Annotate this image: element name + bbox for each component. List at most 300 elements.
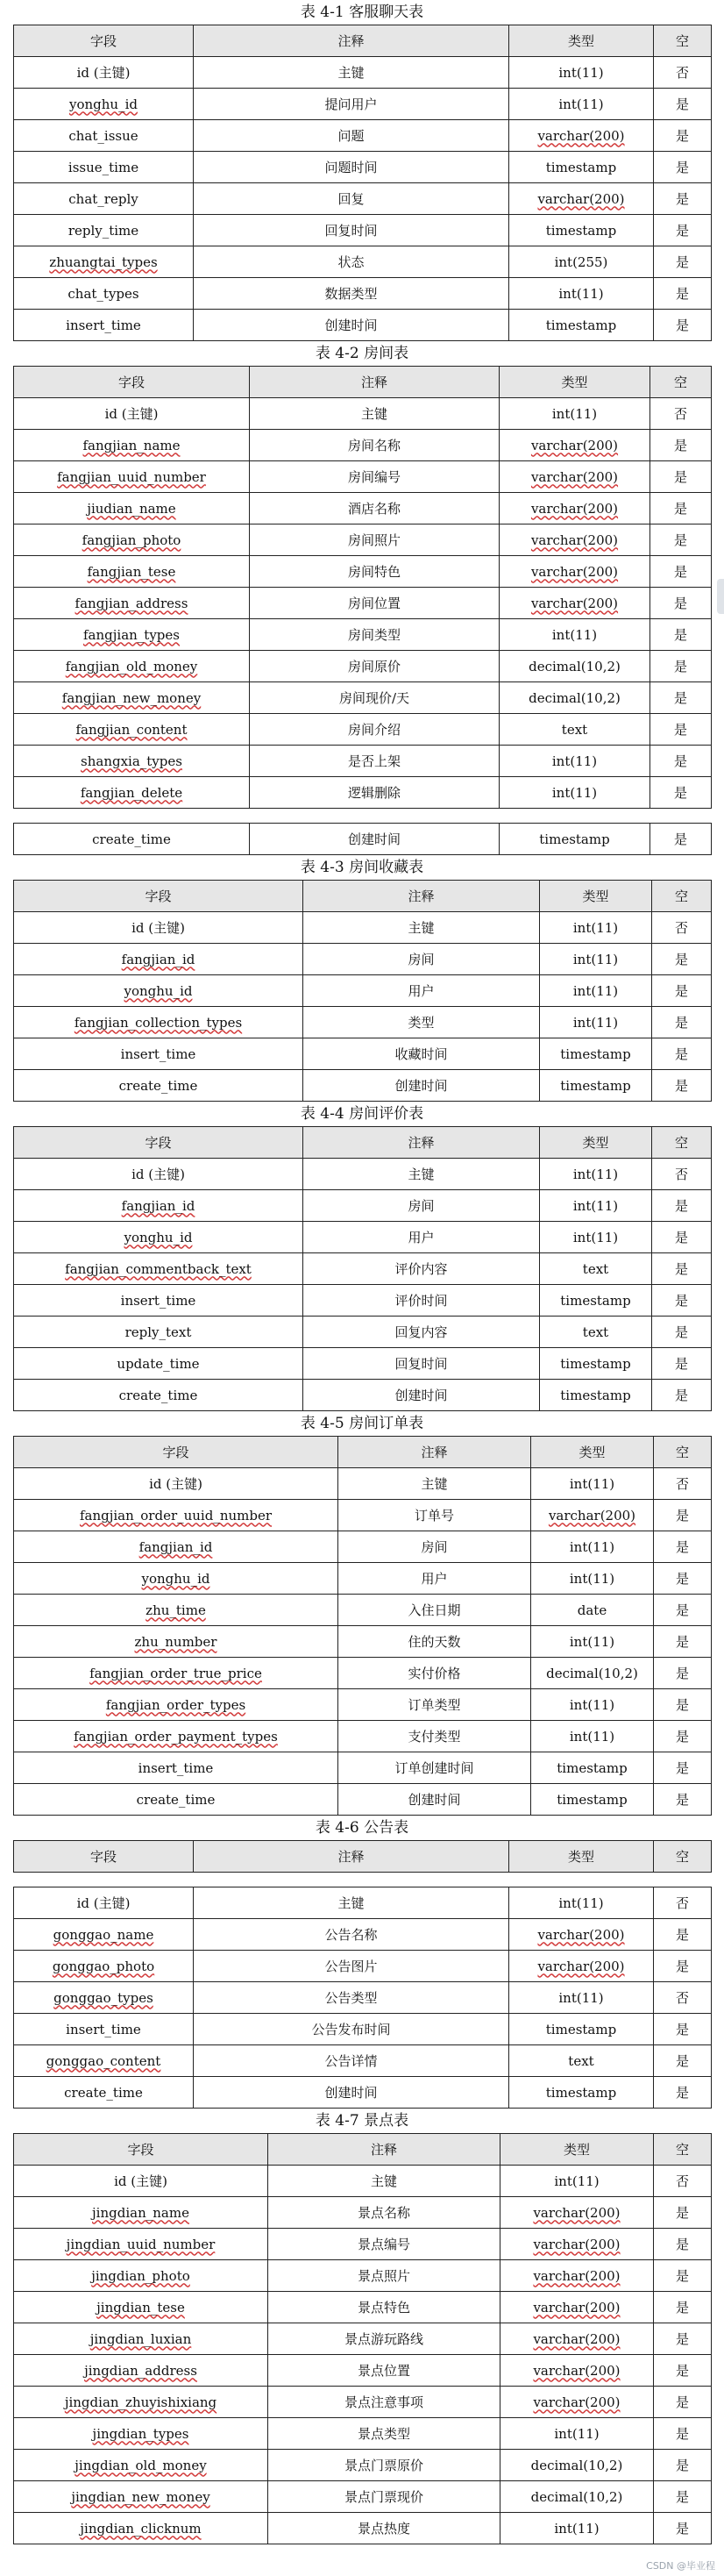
cell-type-text: varchar(200) bbox=[530, 532, 619, 548]
cell-comment bbox=[338, 1784, 531, 1816]
cell-type bbox=[509, 120, 654, 152]
cell-type bbox=[500, 430, 650, 461]
cell-nullable bbox=[652, 1222, 712, 1253]
cell-nullable-text: 是 bbox=[674, 1014, 688, 1031]
cell-type bbox=[509, 1887, 654, 1919]
cell-nullable bbox=[654, 246, 712, 278]
table-row bbox=[14, 1038, 712, 1070]
cell-field-text: zhuangtai_types bbox=[49, 253, 158, 270]
cell-comment bbox=[194, 310, 509, 341]
cell-field-text: yonghu_id bbox=[124, 1229, 193, 1245]
cell-field bbox=[14, 1887, 194, 1919]
cell-field-text: id (主键) bbox=[131, 1166, 185, 1182]
cell-comment bbox=[303, 975, 540, 1007]
cell-comment-text: 主键 bbox=[421, 1475, 448, 1492]
cell-field-text: insert_time bbox=[138, 1759, 214, 1776]
table-row bbox=[14, 1380, 712, 1411]
cell-field-text: chat_issue bbox=[68, 127, 138, 144]
cell-type-text: decimal(10,2) bbox=[546, 1665, 638, 1681]
cell-comment bbox=[268, 2166, 500, 2197]
cell-field bbox=[14, 1380, 303, 1411]
cell-nullable-text: 是 bbox=[675, 190, 689, 207]
cell-comment-text: 房间名称 bbox=[347, 437, 401, 453]
cell-field bbox=[14, 1626, 338, 1658]
cell-type-text: int(11) bbox=[551, 784, 598, 801]
cell-comment bbox=[268, 2260, 500, 2292]
cell-comment-text: 公告名称 bbox=[324, 1926, 378, 1943]
cell-nullable bbox=[652, 1253, 712, 1285]
cell-type-text: int(11) bbox=[554, 2520, 600, 2537]
table-row bbox=[14, 1159, 712, 1190]
cell-type-text: timestamp bbox=[545, 222, 617, 239]
cell-comment bbox=[303, 1380, 540, 1411]
cell-nullable-text: 是 bbox=[673, 753, 687, 769]
cell-field bbox=[14, 912, 303, 944]
cell-type bbox=[500, 714, 650, 746]
cell-type bbox=[540, 1222, 652, 1253]
cell-field-text: fangjian_old_money bbox=[65, 658, 198, 674]
cell-field-text: fangjian_order_payment_types bbox=[74, 1728, 278, 1745]
cell-type-text: int(255) bbox=[554, 253, 608, 270]
cell-comment bbox=[194, 278, 509, 310]
cell-nullable bbox=[652, 1348, 712, 1380]
cell-type bbox=[531, 1752, 654, 1784]
cell-type bbox=[500, 2513, 654, 2544]
cell-nullable-text: 是 bbox=[675, 222, 689, 239]
cell-comment bbox=[338, 1563, 531, 1595]
cell-comment bbox=[194, 152, 509, 183]
cell-nullable bbox=[654, 1721, 712, 1752]
header-nullable: 空 bbox=[654, 25, 712, 57]
cell-nullable bbox=[654, 2450, 712, 2481]
cell-comment bbox=[194, 246, 509, 278]
cell-nullable-text: 是 bbox=[675, 1665, 689, 1681]
table-row bbox=[14, 1500, 712, 1531]
cell-comment-text: 房间特色 bbox=[347, 563, 401, 580]
table-row bbox=[14, 1190, 712, 1222]
cell-nullable-text: 是 bbox=[673, 689, 687, 706]
cell-nullable bbox=[654, 1919, 712, 1951]
table-jingdian bbox=[13, 2133, 712, 2544]
cell-nullable-text: 是 bbox=[675, 127, 689, 144]
cell-field bbox=[14, 1190, 303, 1222]
cell-comment bbox=[268, 2229, 500, 2260]
cell-field-text: jingdian_clicknum bbox=[80, 2520, 202, 2537]
cell-type-text: int(11) bbox=[569, 1696, 615, 1713]
cell-comment-text: 订单号 bbox=[414, 1507, 454, 1523]
cell-type-text: int(11) bbox=[551, 626, 598, 643]
header-type: 类型 bbox=[531, 1437, 654, 1468]
cell-nullable bbox=[654, 152, 712, 183]
table-row bbox=[14, 398, 712, 430]
cell-type bbox=[500, 619, 650, 651]
cell-field bbox=[14, 2229, 268, 2260]
table-row bbox=[14, 556, 712, 588]
cell-type bbox=[500, 556, 650, 588]
cell-type bbox=[500, 682, 650, 714]
cell-type-text: int(11) bbox=[572, 919, 619, 936]
cell-comment-text: 公告图片 bbox=[324, 1958, 378, 1974]
header-nullable: 空 bbox=[654, 2134, 712, 2166]
cell-nullable bbox=[654, 1689, 712, 1721]
cell-nullable-text: 是 bbox=[673, 626, 687, 643]
cell-field-text: yonghu_id bbox=[124, 982, 193, 999]
cell-nullable bbox=[652, 1317, 712, 1348]
header-field: 字段 bbox=[14, 25, 194, 57]
cell-nullable bbox=[650, 714, 712, 746]
cell-comment-text: 景点游玩路线 bbox=[344, 2330, 423, 2347]
cell-field-text: insert_time bbox=[66, 317, 141, 333]
table-gonggao-header bbox=[13, 1840, 712, 1873]
cell-type-text: int(11) bbox=[572, 1197, 619, 1214]
cell-type bbox=[500, 2197, 654, 2229]
cell-comment-text: 房间照片 bbox=[347, 532, 401, 548]
cell-nullable-text: 否 bbox=[674, 919, 688, 936]
header-comment: 注释 bbox=[194, 1841, 509, 1873]
cell-type-text: int(11) bbox=[558, 64, 604, 81]
cell-type-text: text bbox=[568, 2052, 594, 2069]
table-row bbox=[14, 2197, 712, 2229]
cell-nullable-text: 是 bbox=[674, 1197, 688, 1214]
cell-field bbox=[14, 1317, 303, 1348]
cell-comment-text: 房间介绍 bbox=[347, 721, 401, 738]
cell-comment bbox=[303, 1348, 540, 1380]
table-row bbox=[14, 1919, 712, 1951]
cell-field bbox=[14, 975, 303, 1007]
cell-field-text: fangjian_id bbox=[138, 1538, 213, 1555]
cell-nullable bbox=[654, 2045, 712, 2077]
cell-type-text: timestamp bbox=[545, 317, 617, 333]
cell-field bbox=[14, 2166, 268, 2197]
cell-nullable-text: 是 bbox=[675, 2084, 689, 2101]
cell-field bbox=[14, 2045, 194, 2077]
cell-field-text: create_time bbox=[64, 2084, 143, 2101]
cell-field-text: jingdian_zhuyishixiang bbox=[64, 2394, 217, 2410]
table-row bbox=[14, 278, 712, 310]
cell-nullable bbox=[654, 278, 712, 310]
cell-nullable bbox=[654, 183, 712, 215]
cell-nullable bbox=[654, 1595, 712, 1626]
cell-type bbox=[540, 944, 652, 975]
cell-comment bbox=[268, 2292, 500, 2323]
cell-comment-text: 订单创建时间 bbox=[394, 1759, 474, 1776]
cell-comment bbox=[303, 944, 540, 975]
cell-comment bbox=[250, 682, 500, 714]
cell-type bbox=[500, 2323, 654, 2355]
table-caption: 表 4-3 房间收藏表 bbox=[300, 859, 424, 876]
cell-type-text: timestamp bbox=[560, 1355, 631, 1372]
cell-nullable-text: 是 bbox=[675, 2362, 689, 2379]
table-row bbox=[14, 152, 712, 183]
cell-type bbox=[540, 1380, 652, 1411]
cell-nullable bbox=[654, 1752, 712, 1784]
cell-field bbox=[14, 1531, 338, 1563]
table-header-row bbox=[14, 1127, 712, 1159]
cell-type bbox=[500, 524, 650, 556]
table-caption: 表 4-6 公告表 bbox=[315, 1819, 409, 1837]
cell-field-text: zhu_time bbox=[146, 1602, 206, 1618]
cell-nullable bbox=[652, 1285, 712, 1317]
cell-field-text: reply_time bbox=[67, 222, 139, 239]
cell-field-text: fangjian_delete bbox=[80, 784, 183, 801]
cell-type-text: varchar(200) bbox=[537, 127, 625, 144]
cell-comment bbox=[268, 2323, 500, 2355]
table-row bbox=[14, 2323, 712, 2355]
header-comment: 注释 bbox=[303, 881, 540, 912]
cell-type bbox=[500, 2355, 654, 2387]
table-row bbox=[14, 824, 712, 855]
cell-type bbox=[540, 1317, 652, 1348]
header-type: 类型 bbox=[500, 367, 650, 398]
cell-type bbox=[531, 1531, 654, 1563]
cell-comment-text: 创建时间 bbox=[324, 317, 378, 333]
cell-nullable-text: 是 bbox=[674, 1077, 688, 1094]
cell-field-text: id (主键) bbox=[114, 2173, 167, 2189]
table-row bbox=[14, 246, 712, 278]
cell-field bbox=[14, 619, 250, 651]
cell-field-text: jingdian_photo bbox=[91, 2267, 190, 2284]
table-gonggao bbox=[13, 1887, 712, 2109]
cell-type-text: varchar(200) bbox=[537, 190, 625, 207]
table-fangjian bbox=[13, 366, 712, 809]
cell-field-text: jingdian_new_money bbox=[71, 2488, 210, 2505]
cell-field bbox=[14, 1658, 338, 1689]
cell-comment bbox=[338, 1658, 531, 1689]
cell-nullable-text: 是 bbox=[675, 2299, 689, 2316]
cell-type bbox=[540, 1348, 652, 1380]
cell-comment bbox=[250, 619, 500, 651]
cell-type-text: int(11) bbox=[551, 405, 598, 422]
cell-nullable-text: 是 bbox=[673, 784, 687, 801]
cell-comment-text: 用户 bbox=[408, 982, 435, 999]
cell-field bbox=[14, 2014, 194, 2045]
cell-comment-text: 回复 bbox=[337, 190, 365, 207]
cell-type bbox=[500, 2292, 654, 2323]
cell-comment-text: 提问用户 bbox=[324, 96, 378, 112]
table-row bbox=[14, 714, 712, 746]
cell-type-text: int(11) bbox=[558, 96, 604, 112]
cell-comment-text: 公告发布时间 bbox=[311, 2021, 391, 2037]
cell-nullable bbox=[652, 1007, 712, 1038]
cell-type-text: text bbox=[582, 1260, 609, 1277]
cell-nullable bbox=[652, 1190, 712, 1222]
table-row bbox=[14, 461, 712, 493]
cell-type-text: int(11) bbox=[572, 1166, 619, 1182]
cell-field-text: fangjian_new_money bbox=[61, 689, 202, 706]
cell-comment bbox=[250, 746, 500, 777]
cell-comment-text: 回复时间 bbox=[324, 222, 378, 239]
cell-nullable-text: 否 bbox=[675, 1989, 689, 2006]
cell-nullable bbox=[654, 2166, 712, 2197]
cell-field-text: fangjian_tese bbox=[87, 563, 176, 580]
table-row bbox=[14, 1285, 712, 1317]
cell-comment-text: 创建时间 bbox=[324, 2084, 378, 2101]
cell-nullable-text: 否 bbox=[673, 405, 687, 422]
cell-type bbox=[500, 2481, 654, 2513]
cell-comment bbox=[250, 398, 500, 430]
cell-comment bbox=[194, 2014, 509, 2045]
cell-type-text: timestamp bbox=[557, 1791, 628, 1808]
cell-type bbox=[500, 398, 650, 430]
table-row bbox=[14, 777, 712, 809]
table-row bbox=[14, 183, 712, 215]
cell-type-text: timestamp bbox=[545, 2021, 617, 2037]
cell-comment bbox=[338, 1752, 531, 1784]
cell-nullable bbox=[654, 1531, 712, 1563]
cell-nullable-text: 是 bbox=[675, 317, 689, 333]
cell-comment bbox=[194, 183, 509, 215]
cell-nullable bbox=[652, 1070, 712, 1102]
header-field: 字段 bbox=[14, 2134, 268, 2166]
cell-field-text: fangjian_collection_types bbox=[74, 1014, 243, 1031]
cell-nullable-text: 是 bbox=[675, 2052, 689, 2069]
cell-comment-text: 公告详情 bbox=[324, 2052, 378, 2069]
header-nullable: 空 bbox=[652, 1127, 712, 1159]
cell-type bbox=[500, 2387, 654, 2418]
cell-type bbox=[531, 1563, 654, 1595]
table-row bbox=[14, 2292, 712, 2323]
cell-nullable-text: 是 bbox=[675, 1759, 689, 1776]
cell-nullable bbox=[654, 2229, 712, 2260]
cell-field bbox=[14, 1563, 338, 1595]
cell-comment-text: 创建时间 bbox=[347, 831, 401, 847]
cell-comment-text: 创建时间 bbox=[394, 1077, 448, 1094]
table-row bbox=[14, 1253, 712, 1285]
cell-type-text: varchar(200) bbox=[537, 1926, 625, 1943]
table-caption: 表 4-7 景点表 bbox=[315, 2112, 409, 2130]
cell-type-text: int(11) bbox=[572, 951, 619, 967]
cell-field bbox=[14, 1468, 338, 1500]
cell-type-text: int(11) bbox=[569, 1728, 615, 1745]
cell-comment bbox=[268, 2387, 500, 2418]
cell-type-text: decimal(10,2) bbox=[530, 2457, 623, 2473]
cell-type-text: timestamp bbox=[545, 159, 617, 175]
cell-comment-text: 主键 bbox=[360, 405, 387, 422]
cell-nullable bbox=[650, 619, 712, 651]
cell-type bbox=[540, 1038, 652, 1070]
header-field: 字段 bbox=[14, 1841, 194, 1873]
header-type: 类型 bbox=[540, 1127, 652, 1159]
cell-nullable-text: 是 bbox=[675, 1507, 689, 1523]
cell-nullable bbox=[650, 461, 712, 493]
cell-field bbox=[14, 1500, 338, 1531]
table-row bbox=[14, 2418, 712, 2450]
cell-field bbox=[14, 777, 250, 809]
cell-type-text: int(11) bbox=[569, 1538, 615, 1555]
cell-nullable bbox=[654, 2260, 712, 2292]
cell-nullable bbox=[650, 524, 712, 556]
cell-type bbox=[509, 1982, 654, 2014]
cell-nullable-text: 是 bbox=[675, 1696, 689, 1713]
cell-comment-text: 房间原价 bbox=[347, 658, 401, 674]
cell-type bbox=[509, 2077, 654, 2109]
cell-nullable-text: 是 bbox=[675, 1926, 689, 1943]
cell-field-text: jingdian_types bbox=[92, 2425, 189, 2442]
cell-field bbox=[14, 430, 250, 461]
cell-nullable-text: 是 bbox=[674, 1229, 688, 1245]
cell-comment-text: 收藏时间 bbox=[394, 1045, 448, 1062]
cell-type-text: int(11) bbox=[572, 1229, 619, 1245]
cell-nullable-text: 是 bbox=[674, 1260, 688, 1277]
cell-field-text: yonghu_id bbox=[141, 1570, 210, 1587]
cell-type bbox=[540, 1190, 652, 1222]
cell-comment-text: 景点门票原价 bbox=[344, 2457, 423, 2473]
cell-comment bbox=[250, 493, 500, 524]
cell-comment bbox=[250, 824, 500, 855]
table-row bbox=[14, 1317, 712, 1348]
cell-comment-text: 景点类型 bbox=[357, 2425, 410, 2442]
table-row bbox=[14, 1070, 712, 1102]
cell-type-text: timestamp bbox=[539, 831, 610, 847]
cell-field bbox=[14, 2292, 268, 2323]
cell-nullable-text: 是 bbox=[675, 2021, 689, 2037]
cell-field bbox=[14, 89, 194, 120]
cell-comment-text: 支付类型 bbox=[408, 1728, 461, 1745]
cell-type bbox=[540, 912, 652, 944]
cell-nullable bbox=[654, 2014, 712, 2045]
cell-nullable bbox=[654, 1982, 712, 2014]
cell-nullable bbox=[654, 2513, 712, 2544]
cell-nullable-text: 是 bbox=[675, 2488, 689, 2505]
cell-type bbox=[500, 588, 650, 619]
cell-nullable-text: 是 bbox=[673, 658, 687, 674]
cell-comment-text: 数据类型 bbox=[324, 285, 378, 302]
cell-type-text: varchar(200) bbox=[533, 2299, 621, 2316]
cell-comment bbox=[303, 912, 540, 944]
cell-comment bbox=[268, 2355, 500, 2387]
table-row bbox=[14, 2077, 712, 2109]
cell-comment bbox=[338, 1626, 531, 1658]
table-row bbox=[14, 682, 712, 714]
cell-nullable-text: 是 bbox=[673, 532, 687, 548]
table-row bbox=[14, 2355, 712, 2387]
cell-type bbox=[531, 1500, 654, 1531]
cell-type-text: varchar(200) bbox=[533, 2330, 621, 2347]
cell-type bbox=[509, 152, 654, 183]
cell-field bbox=[14, 682, 250, 714]
cell-nullable-text: 是 bbox=[673, 721, 687, 738]
cell-type-text: timestamp bbox=[560, 1045, 631, 1062]
cell-type-text: varchar(200) bbox=[530, 595, 619, 611]
cell-comment bbox=[268, 2197, 500, 2229]
cell-comment bbox=[194, 2077, 509, 2109]
table-row bbox=[14, 944, 712, 975]
header-comment: 注释 bbox=[303, 1127, 540, 1159]
table-header-row bbox=[14, 1841, 712, 1873]
table-row bbox=[14, 57, 712, 89]
cell-nullable bbox=[654, 2418, 712, 2450]
cell-nullable bbox=[654, 2077, 712, 2109]
cell-nullable-text: 是 bbox=[675, 2236, 689, 2252]
cell-field-text: fangjian_id bbox=[121, 951, 195, 967]
cell-type bbox=[500, 2260, 654, 2292]
cell-type bbox=[531, 1784, 654, 1816]
side-scroll-tab[interactable] bbox=[717, 579, 724, 614]
cell-nullable-text: 是 bbox=[675, 1791, 689, 1808]
cell-type bbox=[540, 1159, 652, 1190]
cell-field bbox=[14, 1070, 303, 1102]
cell-field bbox=[14, 152, 194, 183]
table-row bbox=[14, 588, 712, 619]
cell-type bbox=[509, 89, 654, 120]
cell-field bbox=[14, 1222, 303, 1253]
cell-nullable bbox=[654, 2387, 712, 2418]
cell-type bbox=[509, 215, 654, 246]
table-row bbox=[14, 2229, 712, 2260]
cell-nullable bbox=[654, 89, 712, 120]
cell-nullable-text: 否 bbox=[674, 1166, 688, 1182]
cell-type-text: timestamp bbox=[560, 1077, 631, 1094]
